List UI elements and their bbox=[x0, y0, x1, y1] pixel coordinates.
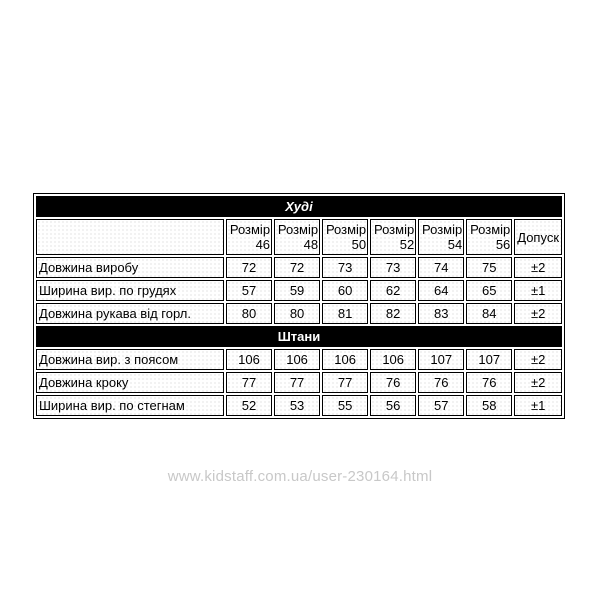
table-cell: 107 bbox=[418, 349, 464, 370]
table-cell: 57 bbox=[226, 280, 272, 301]
table-row bbox=[36, 280, 562, 301]
row-label: Довжина вир. з поясом bbox=[36, 349, 224, 370]
tolerance-cell: ±1 bbox=[514, 395, 562, 416]
table-row bbox=[36, 372, 562, 393]
row-label: Ширина вир. по стегнам bbox=[36, 395, 224, 416]
table-cell: 53 bbox=[274, 395, 320, 416]
section-title-hoodie: Худі bbox=[36, 196, 562, 217]
table-cell: 106 bbox=[226, 349, 272, 370]
table-cell: 81 bbox=[322, 303, 368, 324]
size-header-46: Розмір 46 bbox=[226, 219, 272, 255]
table-cell: 77 bbox=[226, 372, 272, 393]
table-cell: 72 bbox=[274, 257, 320, 278]
table-cell: 64 bbox=[418, 280, 464, 301]
tolerance-cell: ±2 bbox=[514, 372, 562, 393]
watermark-url: www.kidstaff.com.ua/user-230164.html bbox=[167, 468, 433, 485]
table-cell: 55 bbox=[322, 395, 368, 416]
table-cell: 57 bbox=[418, 395, 464, 416]
table-cell: 75 bbox=[466, 257, 512, 278]
table-cell: 83 bbox=[418, 303, 464, 324]
header-blank-cell bbox=[36, 219, 224, 255]
table-cell: 62 bbox=[370, 280, 416, 301]
table-cell: 76 bbox=[418, 372, 464, 393]
table-row bbox=[36, 303, 562, 324]
table-cell: 107 bbox=[466, 349, 512, 370]
table-cell: 72 bbox=[226, 257, 272, 278]
section-row-hoodie bbox=[36, 196, 562, 217]
table-row bbox=[36, 257, 562, 278]
size-header-50: Розмір 50 bbox=[322, 219, 368, 255]
table-cell: 58 bbox=[466, 395, 512, 416]
table-cell: 76 bbox=[466, 372, 512, 393]
table-cell: 60 bbox=[322, 280, 368, 301]
table-cell: 77 bbox=[274, 372, 320, 393]
table-cell: 77 bbox=[322, 372, 368, 393]
table-cell: 59 bbox=[274, 280, 320, 301]
section-row-pants bbox=[36, 326, 562, 347]
tolerance-cell: ±2 bbox=[514, 257, 562, 278]
table-cell: 106 bbox=[274, 349, 320, 370]
table-cell: 80 bbox=[226, 303, 272, 324]
size-header-56: Розмір 56 bbox=[466, 219, 512, 255]
table-cell: 82 bbox=[370, 303, 416, 324]
tolerance-header: Допуск bbox=[514, 219, 562, 255]
table-cell: 74 bbox=[418, 257, 464, 278]
table-row bbox=[36, 395, 562, 416]
tolerance-cell: ±1 bbox=[514, 280, 562, 301]
size-header-48: Розмір 48 bbox=[274, 219, 320, 255]
table-cell: 106 bbox=[322, 349, 368, 370]
row-label: Ширина вир. по грудях bbox=[36, 280, 224, 301]
table-cell: 52 bbox=[226, 395, 272, 416]
section-title-pants: Штани bbox=[36, 326, 562, 347]
table-cell: 76 bbox=[370, 372, 416, 393]
row-label: Довжина кроку bbox=[36, 372, 224, 393]
row-label: Довжина рукава від горл. bbox=[36, 303, 224, 324]
table-cell: 56 bbox=[370, 395, 416, 416]
size-chart-table bbox=[33, 193, 565, 419]
table-cell: 84 bbox=[466, 303, 512, 324]
row-label: Довжина виробу bbox=[36, 257, 224, 278]
tolerance-cell: ±2 bbox=[514, 303, 562, 324]
size-header-52: Розмір 52 bbox=[370, 219, 416, 255]
table-cell: 73 bbox=[370, 257, 416, 278]
table-cell: 106 bbox=[370, 349, 416, 370]
table-row bbox=[36, 349, 562, 370]
table-cell: 65 bbox=[466, 280, 512, 301]
table-cell: 80 bbox=[274, 303, 320, 324]
table-cell: 73 bbox=[322, 257, 368, 278]
header-row bbox=[36, 219, 562, 255]
tolerance-cell: ±2 bbox=[514, 349, 562, 370]
size-header-54: Розмір 54 bbox=[418, 219, 464, 255]
